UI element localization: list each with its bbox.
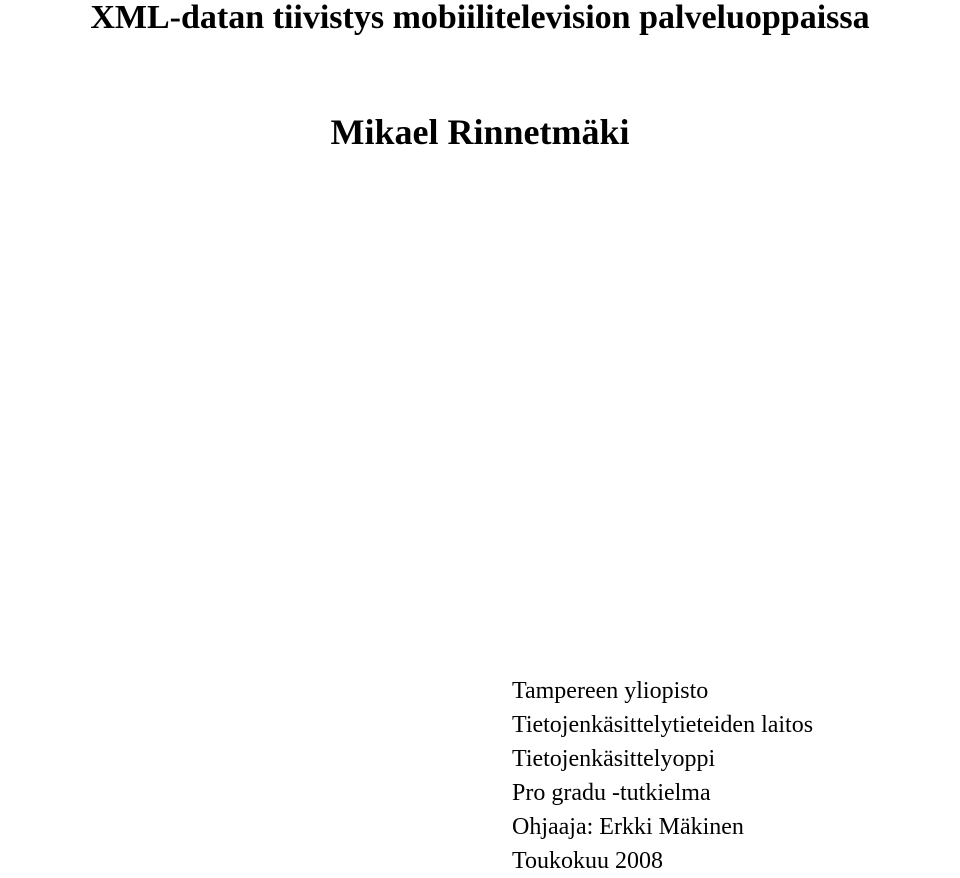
department-line: Tietojenkäsittelytieteiden laitos bbox=[512, 712, 814, 738]
thesis-type-line: Pro gradu -tutkielma bbox=[512, 780, 711, 806]
author-name: Mikael Rinnetmäki bbox=[330, 112, 630, 152]
subject-line: Tietojenkäsittelyoppi bbox=[512, 746, 716, 772]
university-line: Tampereen yliopisto bbox=[512, 678, 709, 704]
date-line: Toukokuu 2008 bbox=[512, 848, 663, 874]
thesis-title: XML-datan tiivistys mobiilitelevision palveluoppaissa bbox=[90, 0, 870, 36]
thesis-info-block bbox=[512, 674, 813, 878]
supervisor-line: Ohjaaja: Erkki Mäkinen bbox=[512, 814, 744, 840]
